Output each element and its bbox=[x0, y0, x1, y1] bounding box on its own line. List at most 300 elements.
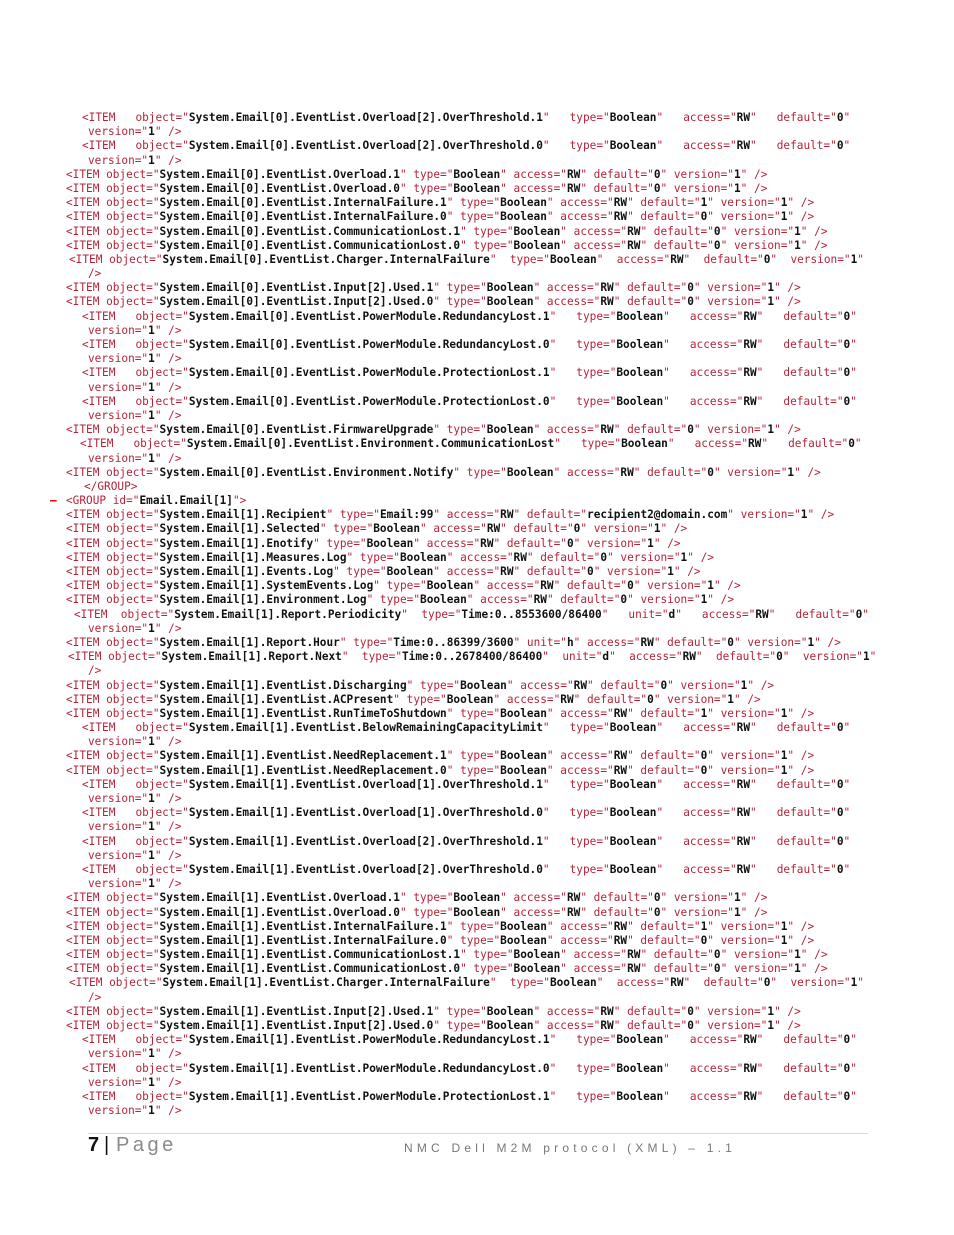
markup-token: " bbox=[850, 1033, 857, 1047]
markup-token: " version=" bbox=[660, 905, 734, 919]
markup-token: <ITEM bbox=[82, 806, 116, 820]
markup-token: " bbox=[850, 1089, 857, 1103]
markup-token: access=" bbox=[616, 252, 671, 266]
markup-token: " type=" bbox=[399, 181, 454, 195]
markup-token: version=" bbox=[790, 976, 851, 990]
attr-value: Boolean bbox=[426, 579, 474, 593]
attr-value: System.Email[0].EventList.Overload[2].OverThreshold.1 bbox=[188, 111, 543, 124]
attr-value: RW bbox=[736, 806, 750, 820]
attr-value: 0 bbox=[687, 423, 694, 437]
attr-value: RW bbox=[513, 550, 527, 564]
attr-value: h bbox=[566, 635, 574, 649]
attr-value: 1 bbox=[780, 210, 788, 224]
markup-token: " version=" bbox=[713, 465, 788, 479]
markup-token: type=" bbox=[569, 777, 610, 791]
attr-value: 1 bbox=[780, 706, 788, 720]
attr-value: 1 bbox=[850, 252, 858, 266]
code-line bbox=[0, 636, 954, 650]
markup-token: " /> bbox=[154, 877, 182, 891]
markup-token: <ITEM bbox=[82, 338, 116, 351]
markup-token: type=" bbox=[569, 139, 610, 153]
markup-token: access=" bbox=[689, 309, 744, 323]
markup-token: " type=" bbox=[453, 465, 507, 479]
markup-token: " bbox=[656, 806, 664, 820]
markup-token: access=" bbox=[683, 834, 737, 848]
attr-value: System.Email[1].Report.Next bbox=[161, 650, 342, 664]
markup-token: " /> bbox=[154, 352, 182, 366]
markup-token: " /> bbox=[154, 1047, 182, 1061]
markup-token: " access=" bbox=[500, 167, 567, 181]
code-line bbox=[0, 352, 954, 366]
attr-value: 0 bbox=[700, 210, 708, 224]
markup-token: "> bbox=[233, 494, 247, 508]
attr-value: 0 bbox=[843, 1033, 851, 1047]
markup-token: default=" bbox=[783, 366, 844, 380]
markup-token: <ITEM object=" bbox=[66, 536, 160, 550]
markup-token: " default=" bbox=[513, 508, 588, 522]
markup-token: " version=" bbox=[660, 167, 734, 181]
attr-value: 1 bbox=[148, 352, 155, 366]
markup-token: version=" bbox=[88, 848, 149, 862]
markup-token: " bbox=[862, 607, 869, 621]
markup-token: " version=" bbox=[707, 706, 781, 720]
markup-token: version=" bbox=[88, 735, 149, 749]
attr-value: 0 bbox=[687, 295, 694, 309]
markup-token: version=" bbox=[88, 408, 149, 422]
code-line bbox=[0, 820, 954, 834]
attr-value: Boolean bbox=[446, 692, 494, 706]
attr-value: RW bbox=[627, 224, 641, 238]
attr-value: 1 bbox=[780, 763, 788, 777]
attr-value: System.Email[1].EventList.PowerModule.ProtectionLost.1 bbox=[188, 1089, 550, 1103]
attr-value: Boolean bbox=[616, 366, 664, 380]
attr-value: RW bbox=[500, 565, 514, 578]
attr-value: RW bbox=[613, 749, 628, 763]
attr-value: 0 bbox=[707, 465, 714, 479]
markup-token: " /> bbox=[154, 451, 182, 465]
attr-value: System.Email[0].EventList.Environment.Notify bbox=[159, 465, 454, 479]
attr-value: Boolean bbox=[453, 891, 501, 905]
markup-token: type=" bbox=[576, 1061, 617, 1075]
markup-token: " /> bbox=[673, 565, 701, 578]
attr-value: 0 bbox=[653, 181, 661, 195]
attr-value: RW bbox=[613, 210, 628, 224]
attr-value: 1 bbox=[148, 451, 155, 465]
code-line bbox=[0, 338, 954, 352]
markup-token: " /> bbox=[154, 1104, 182, 1118]
markup-token: " type=" bbox=[433, 423, 487, 437]
attr-value: 1 bbox=[647, 536, 654, 550]
attr-value: RW bbox=[566, 181, 581, 195]
markup-token: " /> bbox=[154, 323, 182, 337]
markup-token: " bbox=[843, 862, 851, 876]
attr-value: RW bbox=[486, 522, 501, 536]
attr-value: 0 bbox=[713, 238, 721, 252]
markup-token: <ITEM object=" bbox=[66, 522, 160, 536]
attr-value: 1 bbox=[787, 465, 795, 479]
attr-value: RW bbox=[560, 692, 574, 706]
markup-token: " bbox=[750, 139, 757, 153]
markup-token: " access=" bbox=[546, 933, 614, 947]
markup-token: default=" bbox=[776, 834, 837, 848]
markup-token: default=" bbox=[783, 1061, 844, 1075]
code-line bbox=[0, 593, 954, 607]
markup-token: access=" bbox=[689, 1061, 744, 1075]
page-footer bbox=[0, 1133, 954, 1173]
markup-token: " type=" bbox=[366, 593, 421, 607]
markup-token: " version=" bbox=[707, 210, 781, 224]
attr-value: 0 bbox=[843, 394, 851, 408]
markup-token: " version=" bbox=[733, 635, 808, 649]
markup-token: " version=" bbox=[693, 295, 768, 309]
markup-token: " type=" bbox=[446, 706, 501, 720]
markup-token: " bbox=[489, 976, 497, 990]
attr-value: System.Email[1].EventList.Discharging bbox=[159, 678, 407, 692]
attr-value: Boolean bbox=[549, 976, 597, 990]
attr-value: RW bbox=[620, 465, 634, 479]
markup-token: default=" bbox=[703, 976, 764, 990]
attr-value: 0 bbox=[836, 111, 844, 124]
attr-value: 0 bbox=[653, 905, 661, 919]
markup-token: type=" bbox=[569, 834, 610, 848]
code-line bbox=[0, 806, 954, 820]
code-line bbox=[0, 579, 954, 593]
code-line bbox=[0, 125, 954, 139]
markup-token: " bbox=[549, 366, 557, 380]
markup-token: " bbox=[554, 437, 561, 451]
attr-value: Boolean bbox=[486, 423, 534, 437]
page-separator: | bbox=[104, 1134, 110, 1156]
code-line bbox=[0, 253, 954, 267]
markup-token: " type=" bbox=[319, 522, 374, 536]
markup-token: " /> bbox=[154, 153, 182, 167]
footer-rule bbox=[88, 1133, 868, 1134]
attr-value: 0 bbox=[653, 891, 661, 905]
attr-value: 0 bbox=[687, 1004, 694, 1018]
markup-token: " /> bbox=[740, 891, 768, 905]
attr-value: Email:99 bbox=[379, 508, 434, 522]
markup-token: " bbox=[750, 721, 757, 735]
attr-value: 0 bbox=[573, 522, 581, 536]
markup-token: object=" bbox=[135, 806, 189, 820]
attr-value: System.Email[1].Measures.Log bbox=[159, 550, 347, 564]
markup-token: " access=" bbox=[500, 891, 567, 905]
attr-value: 0 bbox=[727, 635, 734, 649]
attr-value: System.Email[0].EventList.InternalFailure.0 bbox=[159, 210, 447, 224]
markup-token: " bbox=[542, 650, 549, 664]
attr-value: 1 bbox=[767, 1004, 775, 1018]
markup-token: access=" bbox=[683, 777, 737, 791]
code-line bbox=[0, 1005, 954, 1019]
code-line bbox=[0, 324, 954, 338]
page-label: Page bbox=[116, 1134, 177, 1156]
markup-token: " type=" bbox=[460, 238, 514, 252]
attr-value: RW bbox=[566, 167, 581, 181]
markup-token: " access=" bbox=[546, 919, 614, 933]
markup-token: " /> bbox=[660, 522, 688, 536]
markup-token: " /> bbox=[787, 763, 815, 777]
markup-token: " type=" bbox=[339, 635, 394, 649]
markup-token: " type=" bbox=[460, 948, 514, 962]
markup-token: " /> bbox=[774, 295, 801, 309]
markup-token: " version=" bbox=[707, 749, 781, 763]
markup-token: version=" bbox=[790, 252, 851, 266]
markup-token: default=" bbox=[776, 862, 837, 876]
attr-value: 1 bbox=[780, 749, 788, 763]
markup-token: default=" bbox=[776, 139, 837, 153]
markup-token: " default=" bbox=[640, 962, 714, 976]
code-line bbox=[0, 409, 954, 423]
markup-token: " default=" bbox=[613, 295, 688, 309]
attr-value: RW bbox=[748, 437, 762, 451]
markup-token: " version=" bbox=[593, 565, 668, 578]
markup-token: version=" bbox=[88, 1075, 149, 1089]
attr-value: RW bbox=[736, 862, 750, 876]
markup-token: " bbox=[843, 806, 851, 820]
markup-token: " access=" bbox=[473, 579, 541, 593]
markup-token: " bbox=[683, 976, 691, 990]
markup-token: " default=" bbox=[546, 593, 621, 607]
code-line bbox=[0, 679, 954, 693]
markup-token: <ITEM object=" bbox=[66, 579, 160, 593]
code-line bbox=[0, 1047, 954, 1061]
markup-token: type=" bbox=[576, 309, 617, 323]
markup-token: " bbox=[341, 650, 349, 664]
markup-token: " default=" bbox=[613, 423, 688, 437]
attr-value: System.Email[1].EventList.Overload.0 bbox=[159, 905, 400, 919]
markup-token: <ITEM bbox=[69, 252, 103, 266]
code-line bbox=[0, 310, 954, 324]
markup-token: " type=" bbox=[460, 962, 514, 976]
markup-token: " /> bbox=[733, 692, 761, 706]
attr-value: Boolean bbox=[399, 550, 447, 564]
attr-value: RW bbox=[736, 834, 750, 848]
markup-token: " access=" bbox=[533, 423, 601, 437]
markup-token: " bbox=[782, 650, 790, 664]
attr-value: RW bbox=[600, 295, 614, 309]
attr-value: Boolean bbox=[486, 281, 534, 295]
markup-token: " bbox=[663, 1061, 670, 1075]
attr-value: System.Email[1].EventList.Overload[1].OverThreshold.0 bbox=[188, 806, 543, 820]
markup-token: <ITEM object=" bbox=[66, 210, 160, 224]
markup-token: " version=" bbox=[720, 238, 795, 252]
markup-token: " /> bbox=[713, 579, 741, 593]
attr-value: System.Email[1].EventList.CommunicationLost.0 bbox=[159, 962, 461, 976]
attr-value: 0 bbox=[848, 437, 855, 451]
markup-token: " access=" bbox=[573, 635, 641, 649]
markup-token: " bbox=[675, 607, 682, 621]
markup-token: " unit=" bbox=[513, 635, 567, 649]
markup-token: <ITEM object=" bbox=[66, 1019, 160, 1032]
attr-value: Boolean bbox=[616, 1061, 664, 1075]
markup-token: " /> bbox=[774, 1004, 801, 1018]
markup-token: " bbox=[843, 111, 851, 124]
attr-value: RW bbox=[533, 593, 547, 607]
code-line bbox=[0, 239, 954, 253]
markup-token: " /> bbox=[787, 706, 815, 720]
attr-value: System.Email[0].EventList.Input[2].Used.1 bbox=[159, 281, 434, 295]
markup-token: type=" bbox=[569, 806, 610, 820]
markup-token: type=" bbox=[569, 111, 610, 124]
attr-value: 1 bbox=[148, 323, 155, 337]
code-line bbox=[0, 225, 954, 239]
attr-value: 1 bbox=[740, 678, 748, 692]
attr-value: System.Email[1].Events.Log bbox=[159, 565, 334, 578]
markup-token: access=" bbox=[689, 366, 744, 380]
markup-token: <ITEM object=" bbox=[66, 749, 160, 763]
attr-value: Boolean bbox=[609, 862, 657, 876]
markup-token: " bbox=[756, 1089, 764, 1103]
attr-value: 1 bbox=[794, 238, 801, 252]
markup-token: version=" bbox=[88, 153, 149, 167]
markup-token: " version=" bbox=[660, 181, 734, 195]
attr-value: System.Email[1].EventList.NeedReplacement.1 bbox=[159, 749, 447, 763]
markup-token: " version=" bbox=[693, 1019, 768, 1032]
markup-token: /> bbox=[88, 990, 102, 1004]
attr-value: Boolean bbox=[616, 1089, 664, 1103]
markup-token: " /> bbox=[747, 678, 775, 692]
attr-value: RW bbox=[600, 281, 614, 295]
markup-token: <ITEM object=" bbox=[66, 962, 160, 976]
markup-token: <ITEM object=" bbox=[66, 196, 160, 210]
attr-value: RW bbox=[566, 891, 581, 905]
attr-value: 1 bbox=[707, 579, 714, 593]
markup-token: " bbox=[843, 139, 851, 153]
code-line bbox=[0, 622, 954, 636]
attr-value: RW bbox=[743, 1089, 757, 1103]
markup-token: <ITEM object=" bbox=[66, 692, 160, 706]
attr-value: Boolean bbox=[621, 437, 668, 451]
code-line bbox=[0, 849, 954, 863]
markup-token: object=" bbox=[109, 252, 163, 266]
markup-token: " default=" bbox=[580, 905, 654, 919]
markup-token: " default=" bbox=[627, 763, 701, 777]
markup-token: " type=" bbox=[460, 224, 514, 238]
markup-token: " version=" bbox=[720, 224, 795, 238]
markup-token: <ITEM object=" bbox=[66, 508, 160, 522]
markup-token: " type=" bbox=[313, 536, 367, 550]
attr-value: 1 bbox=[850, 976, 858, 990]
markup-token: " version=" bbox=[707, 763, 781, 777]
collapse-marker-icon[interactable]: – bbox=[50, 494, 57, 508]
attr-value: recipient2@domain.com bbox=[587, 508, 728, 522]
markup-token: object=" bbox=[135, 111, 189, 124]
markup-token: access=" bbox=[701, 607, 756, 621]
markup-token: default=" bbox=[776, 111, 837, 124]
markup-token: <ITEM bbox=[82, 139, 116, 153]
markup-token: type=" bbox=[576, 1033, 617, 1047]
attr-value: 1 bbox=[700, 919, 708, 933]
attr-value: 0 bbox=[700, 749, 708, 763]
attr-value: 1 bbox=[700, 706, 708, 720]
code-line bbox=[0, 976, 954, 990]
attr-value: 1 bbox=[148, 792, 155, 805]
markup-token: <ITEM bbox=[82, 834, 116, 848]
attr-value: System.Email[1].Report.Hour bbox=[159, 635, 340, 649]
markup-token: " bbox=[756, 366, 764, 380]
markup-token: " bbox=[542, 111, 550, 124]
markup-token: /> bbox=[88, 664, 102, 678]
attr-value: System.Email[0].EventList.PowerModule.RedundancyLost.1 bbox=[188, 309, 550, 323]
markup-token: " bbox=[542, 721, 550, 735]
attr-value: System.Email[0].EventList.Overload.1 bbox=[159, 167, 400, 181]
attr-value: System.Email[1].EventList.CommunicationLost.1 bbox=[159, 948, 461, 962]
markup-token: " bbox=[656, 862, 664, 876]
markup-token: default=" bbox=[783, 1089, 844, 1103]
attr-value: System.Email[1].Environment.Log bbox=[159, 593, 367, 607]
attr-value: RW bbox=[736, 111, 750, 124]
markup-token: <ITEM bbox=[68, 650, 102, 664]
code-line bbox=[0, 522, 954, 536]
attr-value: Boolean bbox=[486, 1019, 534, 1032]
attr-value: RW bbox=[736, 139, 750, 153]
code-line bbox=[0, 1104, 954, 1118]
markup-token: " bbox=[489, 252, 497, 266]
markup-token: access=" bbox=[689, 1089, 744, 1103]
markup-token: type=" bbox=[569, 721, 610, 735]
attr-value: 1 bbox=[148, 621, 155, 635]
markup-token: object=" bbox=[135, 338, 189, 351]
code-line bbox=[0, 480, 954, 494]
code-line bbox=[0, 934, 954, 948]
code-line bbox=[0, 295, 954, 309]
attr-value: RW bbox=[670, 976, 684, 990]
markup-token: access=" bbox=[689, 394, 744, 408]
attr-value: System.Email[1].Recipient bbox=[159, 508, 327, 522]
attr-value: RW bbox=[682, 650, 696, 664]
markup-token: " bbox=[850, 1061, 857, 1075]
attr-value: 0 bbox=[660, 678, 668, 692]
code-line bbox=[0, 267, 954, 281]
markup-token: <ITEM object=" bbox=[66, 281, 160, 295]
attr-value: System.Email[1].EventList.Overload.1 bbox=[159, 891, 400, 905]
attr-value: Email.Email[1] bbox=[139, 494, 233, 508]
markup-token: " bbox=[549, 1033, 557, 1047]
code-line bbox=[0, 1076, 954, 1090]
markup-token: <ITEM object=" bbox=[66, 905, 160, 919]
attr-value: 1 bbox=[148, 1104, 155, 1118]
code-line bbox=[0, 111, 954, 125]
markup-token: default=" bbox=[788, 437, 849, 451]
markup-token: " access=" bbox=[420, 522, 487, 536]
attr-value: 1 bbox=[733, 167, 741, 181]
attr-value: System.Email[0].EventList.Input[2].Used.0 bbox=[159, 295, 434, 309]
attr-value: Boolean bbox=[549, 252, 597, 266]
markup-token: <ITEM bbox=[82, 1061, 116, 1075]
attr-value: Boolean bbox=[500, 933, 547, 947]
markup-token: " /> bbox=[774, 1019, 801, 1032]
markup-token: <ITEM bbox=[82, 777, 116, 791]
markup-token: object=" bbox=[135, 721, 189, 735]
markup-token: " type=" bbox=[446, 763, 501, 777]
attr-value: Boolean bbox=[453, 167, 501, 181]
code-line bbox=[0, 537, 954, 551]
attr-value: 1 bbox=[700, 196, 708, 210]
markup-token: " /> bbox=[740, 167, 768, 181]
markup-token: " default=" bbox=[613, 1004, 688, 1018]
code-line bbox=[0, 395, 954, 409]
markup-token: <ITEM bbox=[82, 394, 116, 408]
markup-token: " default=" bbox=[553, 579, 628, 593]
markup-token: " type=" bbox=[399, 891, 454, 905]
markup-token: <ITEM bbox=[74, 607, 108, 621]
markup-token: default=" bbox=[776, 806, 837, 820]
code-line bbox=[0, 494, 954, 508]
attr-value: 1 bbox=[680, 550, 688, 564]
markup-token: " bbox=[542, 777, 550, 791]
attr-value: Boolean bbox=[486, 295, 534, 309]
markup-token: " access=" bbox=[546, 210, 614, 224]
